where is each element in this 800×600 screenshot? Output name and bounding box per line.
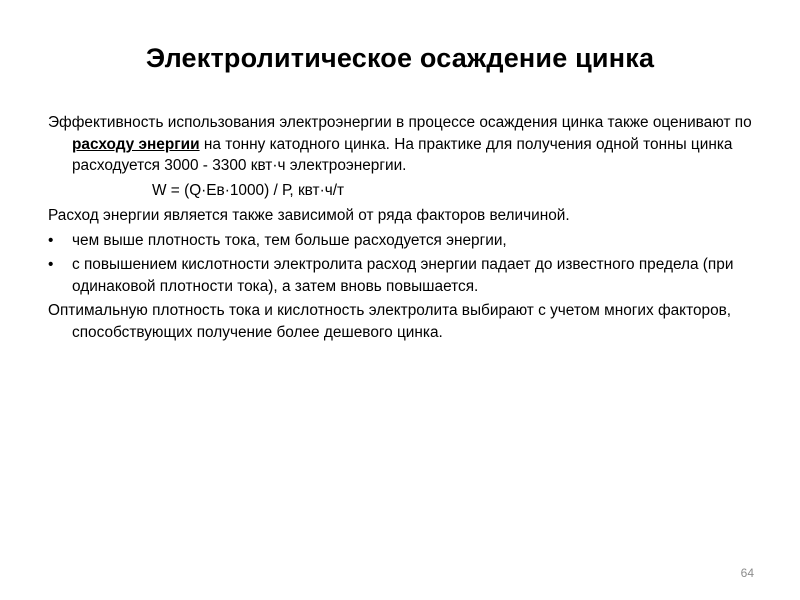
page-number: 64 [740,566,754,580]
emphasis-energy-consumption: расходу энергии [72,135,200,153]
bullet-item [48,230,760,252]
energy-formula: W = (Q·Ев·1000) / Р, квт·ч/т [152,181,345,199]
paragraph-text: Эффективность использования электроэнергии в процессе осаждения цинка также оценивают по [48,114,752,131]
paragraph-text: на тонну катодного цинка. На практике для получения одной тонны цинка расходуется 3000 - 3300 квт·ч электроэнергии. [72,135,733,174]
bullet-text: с повышением кислотности электролита расход энергии падает до известного предела (при одинаковой плотности тока), а затем вновь повышается. [72,256,734,295]
paragraph-optimal-density: Оптимальную плотность тока и кислотность электролита выбирают с учетом многих факторов, способствующих получение более дешевого цинка. [48,302,732,341]
bullet-text: чем выше плотность тока, тем больше расходуется энергии, [72,231,507,249]
bullet-icon: • [48,256,54,273]
paragraph-factors: Расход энергии является также зависимой от ряда факторов величиной. [48,207,570,224]
slide-body [48,112,760,346]
slide-title: Электролитическое осаждение цинка [145,43,655,73]
bullet-item [48,254,760,297]
paragraph-energy-efficiency [48,112,760,177]
bullet-icon: • [48,231,54,249]
